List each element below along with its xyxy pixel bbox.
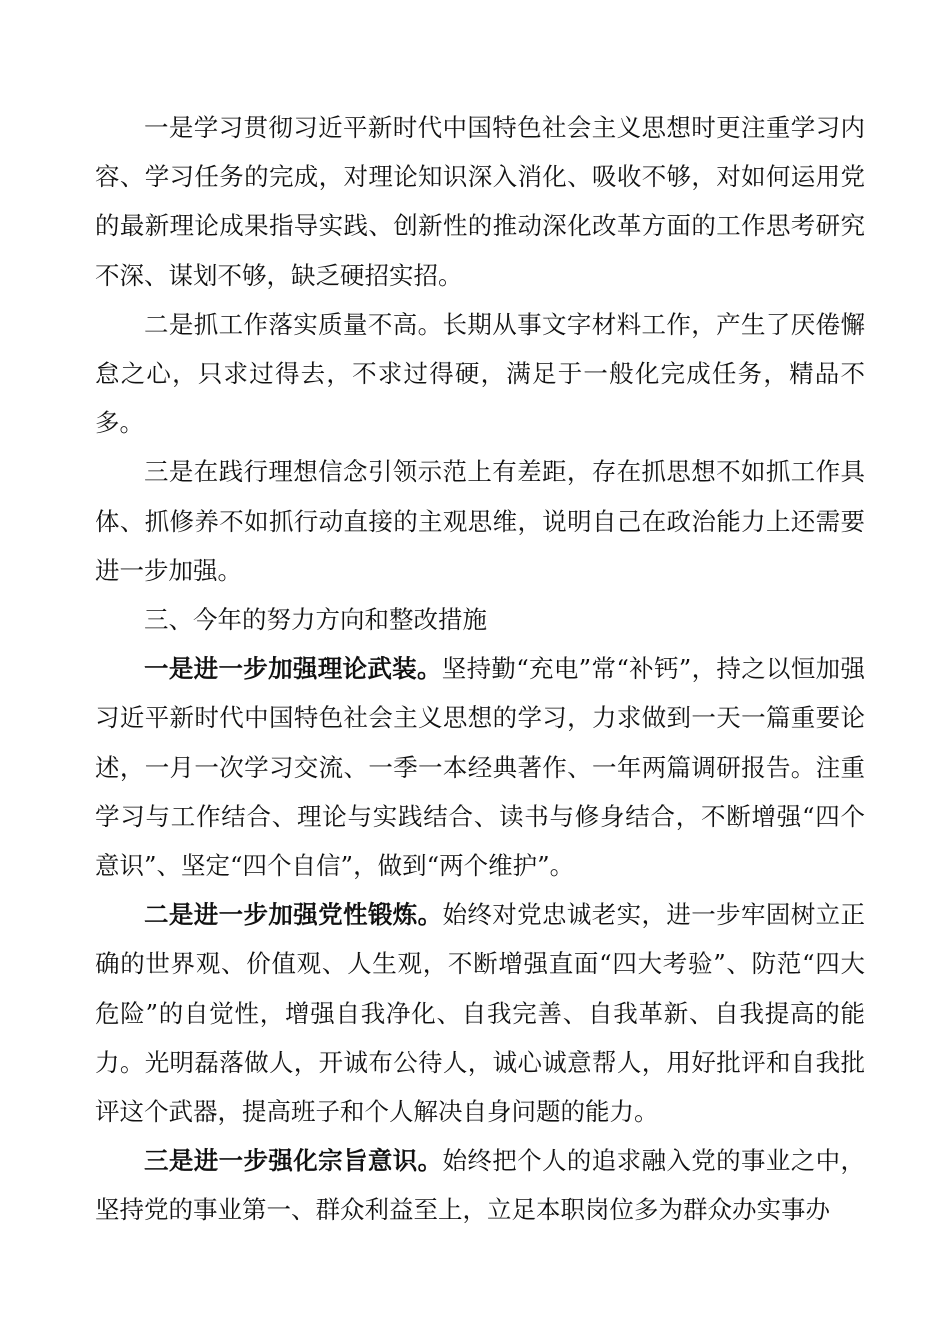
paragraph-text: 三、今年的努力方向和整改措施 xyxy=(144,605,487,635)
paragraph-lead: 二是进一步加强党性锻炼。 xyxy=(144,900,443,930)
document-page xyxy=(95,103,865,1235)
paragraph-text: 坚持勤“充电”常“补钙”，持之以恒加强习近平新时代中国特色社会主义思想的学习，力求做到一天一篇重要论述，一月一次学习交流、一季一本经典著作、一年两篇调研报告。注重学习与工作结合、理论与实践结合、读书与修身结合，不断增强“四个意识”、坚定“四个自信”，做到“两个维护”。 xyxy=(95,654,865,881)
paragraph-text: 始终把个人的追求融入党的事业之中，坚持党的事业第一、群众利益至上，立足本职岗位多为群众办实事办 xyxy=(95,1146,865,1225)
paragraph-1 xyxy=(95,103,865,300)
paragraph-lead: 三是进一步强化宗旨意识。 xyxy=(144,1146,443,1176)
paragraph-3 xyxy=(95,447,865,595)
paragraph-text: 三是在践行理想信念引领示范上有差距，存在抓思想不如抓工作具体、抓修养不如抓行动直接的主观思维，说明自己在政治能力上还需要进一步加强。 xyxy=(95,457,865,585)
paragraph-6 xyxy=(95,890,865,1136)
paragraph-2 xyxy=(95,300,865,448)
paragraph-7 xyxy=(95,1136,865,1234)
paragraph-text: 二是抓工作落实质量不高。长期从事文字材料工作，产生了厌倦懈怠之心，只求过得去，不求过得硬，满足于一般化完成任务，精品不多。 xyxy=(95,309,865,438)
paragraph-text: 一是学习贯彻习近平新时代中国特色社会主义思想时更注重学习内容、学习任务的完成，对理论知识深入消化、吸收不够，对如何运用党的最新理论成果指导实践、创新性的推动深化改革方面的工作思考研究不深、谋划不够，缺乏硬招实招。 xyxy=(95,113,865,290)
section-heading xyxy=(95,595,865,644)
paragraph-lead: 一是进一步加强理论武装。 xyxy=(144,654,442,684)
paragraph-text: 始终对党忠诚老实，进一步牢固树立正确的世界观、价值观、人生观，不断增强直面“四大考验”、防范“四大危险”的自觉性，增强自我净化、自我完善、自我革新、自我提高的能力。光明磊落做人，开诚布公待人，诚心诚意帮人，用好批评和自我批评这个武器，提高班子和个人解决自身问题的能力。 xyxy=(95,900,865,1127)
paragraph-5 xyxy=(95,644,865,890)
